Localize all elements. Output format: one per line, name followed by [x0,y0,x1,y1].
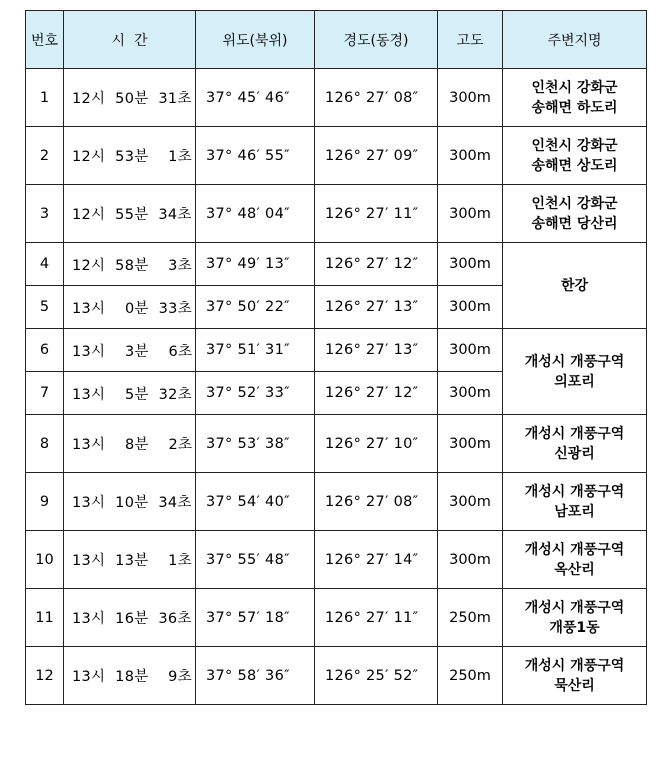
table-row [26,243,647,286]
row-latitude: 37° 54′ 40″ [196,473,315,531]
row-place-name [503,69,647,127]
table-row [26,329,647,372]
row-time: 13시 8분 2초 [64,415,196,473]
row-place-name [503,647,647,705]
row-latitude: 37° 46′ 55″ [196,127,315,185]
row-altitude: 300m [438,127,503,185]
row-number: 7 [26,372,64,415]
place-line: 송해면 하도리 [531,99,618,116]
row-latitude: 37° 58′ 36″ [196,647,315,705]
row-altitude: 300m [438,473,503,531]
place-line: 개풍1동 [549,619,600,636]
header-row [26,11,647,69]
table-row [26,473,647,531]
place-line: 개성시 개풍구역 [524,483,625,500]
row-time: 13시 3분 6초 [64,329,196,372]
row-number: 5 [26,286,64,329]
row-altitude: 300m [438,185,503,243]
place-line: 개성시 개풍구역 [524,541,625,558]
row-place-name [503,127,647,185]
place-line: 묵산리 [554,677,595,694]
row-number: 9 [26,473,64,531]
table-row [26,589,647,647]
place-line: 인천시 강화군 [531,195,618,212]
row-longitude: 126° 25′ 52″ [315,647,438,705]
table-row [26,647,647,705]
row-altitude: 300m [438,372,503,415]
row-longitude: 126° 27′ 14″ [315,531,438,589]
header-altitude: 고도 [438,11,503,69]
row-altitude: 300m [438,286,503,329]
header-time: 시 간 [64,11,196,69]
row-number: 8 [26,415,64,473]
row-number: 4 [26,243,64,286]
table-row [26,127,647,185]
row-latitude: 37° 52′ 33″ [196,372,315,415]
place-line: 인천시 강화군 [531,79,618,96]
row-time: 12시 55분 34초 [64,185,196,243]
place-line: 옥산리 [554,561,595,578]
row-place-name [503,329,647,415]
place-line: 송해면 상도리 [531,157,618,174]
place-line: 개성시 개풍구역 [524,353,625,370]
table-row [26,185,647,243]
row-latitude: 37° 55′ 48″ [196,531,315,589]
row-time: 12시 58분 3초 [64,243,196,286]
row-altitude: 300m [438,69,503,127]
row-place-name [503,473,647,531]
row-place-name [503,185,647,243]
row-time: 13시 0분 33초 [64,286,196,329]
header-latitude: 위도(북위) [196,11,315,69]
table-row [26,531,647,589]
row-number: 12 [26,647,64,705]
place-line: 송해면 당산리 [531,215,618,232]
header-longitude: 경도(동경) [315,11,438,69]
row-longitude: 126° 27′ 11″ [315,185,438,243]
row-longitude: 126° 27′ 08″ [315,69,438,127]
table-row [26,415,647,473]
row-number: 6 [26,329,64,372]
row-number: 1 [26,69,64,127]
row-longitude: 126° 27′ 11″ [315,589,438,647]
row-altitude: 300m [438,243,503,286]
row-time: 13시 18분 9초 [64,647,196,705]
row-latitude: 37° 48′ 04″ [196,185,315,243]
row-latitude: 37° 50′ 22″ [196,286,315,329]
row-longitude: 126° 27′ 12″ [315,372,438,415]
row-latitude: 37° 57′ 18″ [196,589,315,647]
row-longitude: 126° 27′ 13″ [315,329,438,372]
row-altitude: 250m [438,647,503,705]
row-longitude: 126° 27′ 08″ [315,473,438,531]
place-line: 인천시 강화군 [531,137,618,154]
row-altitude: 250m [438,589,503,647]
row-latitude: 37° 53′ 38″ [196,415,315,473]
row-latitude: 37° 49′ 13″ [196,243,315,286]
row-altitude: 300m [438,329,503,372]
row-longitude: 126° 27′ 13″ [315,286,438,329]
row-longitude: 126° 27′ 12″ [315,243,438,286]
place-line: 개성시 개풍구역 [524,657,625,674]
row-number: 3 [26,185,64,243]
row-number: 10 [26,531,64,589]
table-row [26,69,647,127]
place-line: 개성시 개풍구역 [524,425,625,442]
place-line: 개성시 개풍구역 [524,599,625,616]
row-place-name [503,415,647,473]
row-time: 12시 50분 31초 [64,69,196,127]
row-latitude: 37° 51′ 31″ [196,329,315,372]
row-place-name [503,589,647,647]
row-place-name [503,243,647,329]
place-line: 남포리 [554,503,595,520]
row-number: 11 [26,589,64,647]
place-line: 신광리 [554,445,595,462]
row-number: 2 [26,127,64,185]
place-line: 한강 [560,277,589,294]
row-altitude: 300m [438,531,503,589]
row-latitude: 37° 45′ 46″ [196,69,315,127]
flight-path-table [25,10,647,705]
row-time: 13시 10분 34초 [64,473,196,531]
row-time: 12시 53분 1초 [64,127,196,185]
row-longitude: 126° 27′ 09″ [315,127,438,185]
row-longitude: 126° 27′ 10″ [315,415,438,473]
row-time: 13시 16분 36초 [64,589,196,647]
row-time: 13시 13분 1초 [64,531,196,589]
row-place-name [503,531,647,589]
row-time: 13시 5분 32초 [64,372,196,415]
header-place-name: 주변지명 [503,11,647,69]
place-line: 의포리 [554,373,595,390]
header-number: 번호 [26,11,64,69]
row-altitude: 300m [438,415,503,473]
